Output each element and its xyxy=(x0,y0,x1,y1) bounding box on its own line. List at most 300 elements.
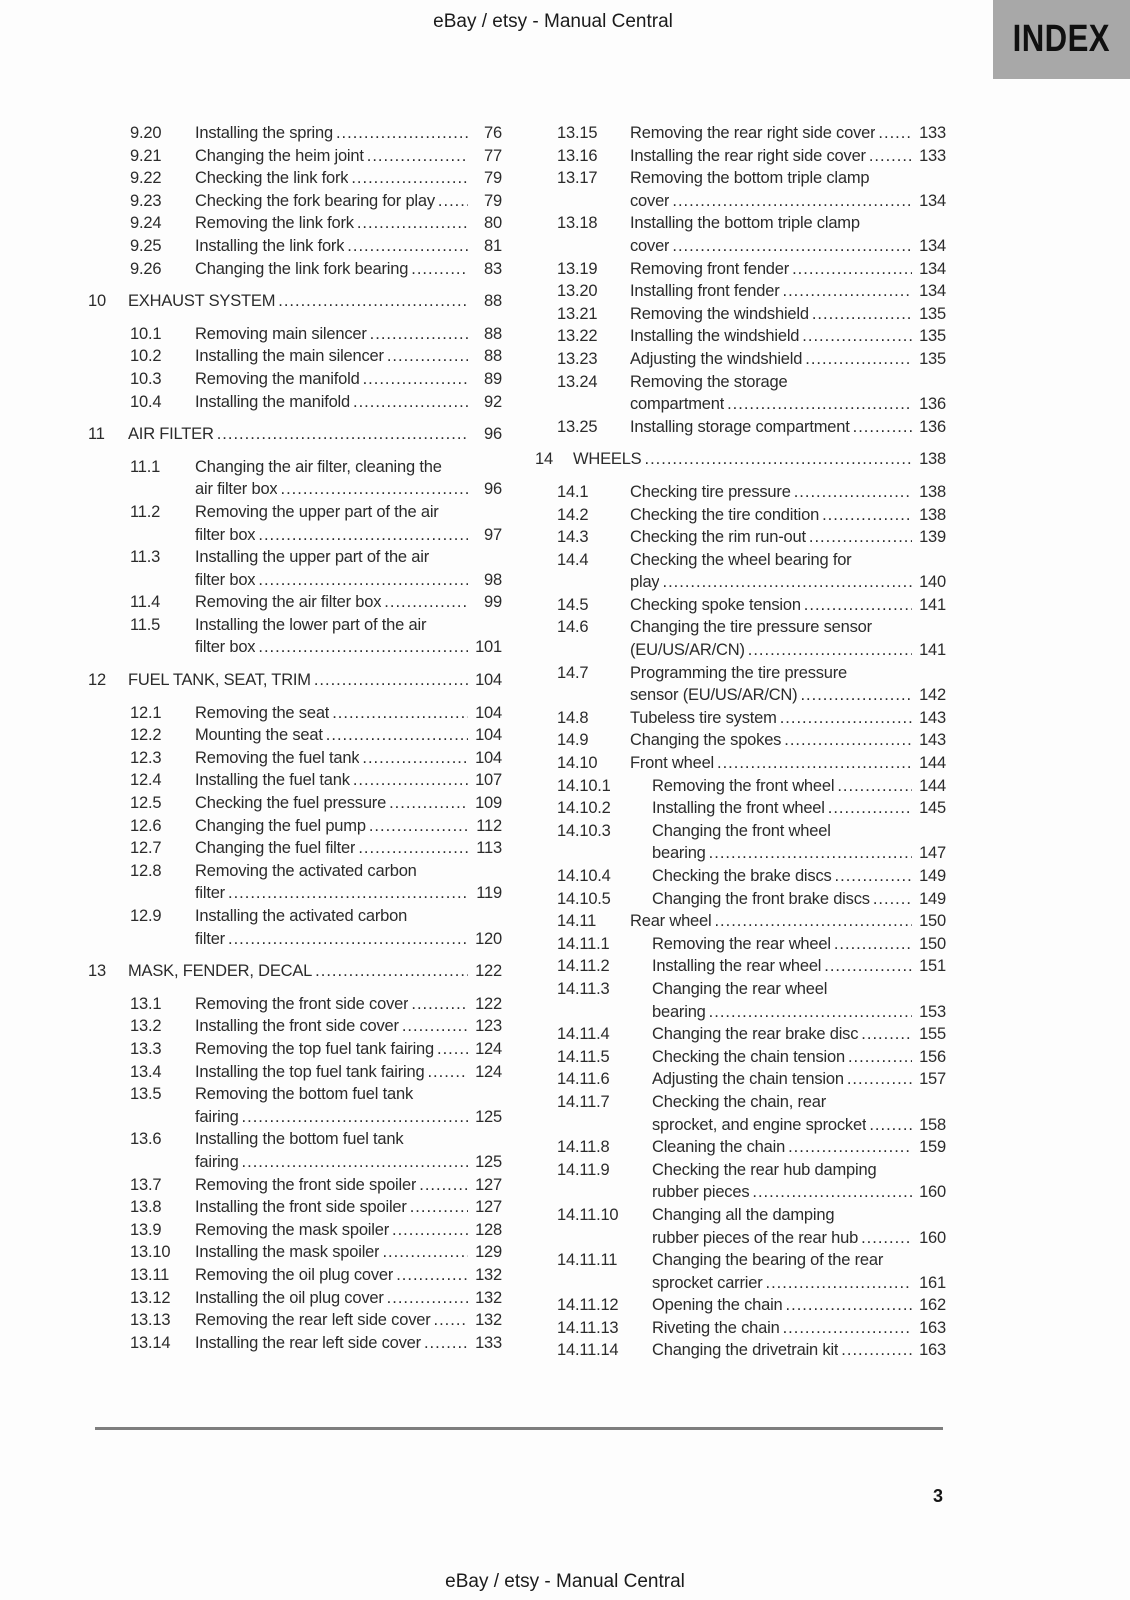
toc-entry-row xyxy=(557,1204,946,1249)
entry-body xyxy=(195,1196,502,1219)
page-ref: 134 xyxy=(919,282,946,301)
entry-title: Checking the fuel pressure xyxy=(195,794,387,813)
entry-title: Tubeless tire system xyxy=(630,708,777,727)
page-ref: 96 xyxy=(484,425,502,444)
page-ref: 88 xyxy=(484,292,502,311)
entry-number: 12.6 xyxy=(130,816,162,835)
entry-number: 13.1 xyxy=(130,994,162,1013)
dot-leader xyxy=(809,526,912,549)
entry-last-line xyxy=(630,122,946,145)
entry-last-line xyxy=(652,1317,946,1340)
entry-number: 13.14 xyxy=(130,1333,171,1352)
entry-body xyxy=(195,769,502,792)
entry-title: Removing the rear wheel xyxy=(652,934,831,953)
entry-last-line xyxy=(195,1264,502,1287)
entry-title: Installing the front side spoiler xyxy=(195,1198,407,1217)
entry-body xyxy=(652,1023,946,1046)
entry-last-line xyxy=(630,910,946,933)
entry-last-line xyxy=(652,1339,946,1362)
entry-last-line xyxy=(652,865,946,888)
entry-title: Cleaning the chain xyxy=(652,1138,786,1157)
entry-last-line xyxy=(195,345,502,368)
entry-title: Opening the chain xyxy=(652,1296,783,1315)
dot-leader xyxy=(411,258,468,281)
entry-title: Installing storage compartment xyxy=(630,417,850,436)
entry-body xyxy=(195,1219,502,1242)
dot-leader xyxy=(353,391,468,414)
dot-leader xyxy=(783,280,913,303)
page-ref: 135 xyxy=(919,349,946,368)
page-ref: 128 xyxy=(475,1220,502,1239)
entry-number: 14.11.3 xyxy=(557,979,610,998)
dot-leader xyxy=(402,1015,468,1038)
dot-leader xyxy=(786,1294,912,1317)
toc-entry-row xyxy=(130,368,502,391)
entry-number: 14.1 xyxy=(557,482,589,501)
dot-leader xyxy=(382,1241,468,1264)
entry-body xyxy=(195,860,502,905)
entry-title-line: Installing the bottom triple clamp xyxy=(630,214,860,233)
dot-leader xyxy=(714,910,912,933)
dot-leader xyxy=(336,122,468,145)
dot-leader xyxy=(847,1068,912,1091)
page-ref: 104 xyxy=(475,671,502,690)
entry-last-line xyxy=(195,323,502,346)
toc-entry-row xyxy=(557,707,946,730)
dot-leader xyxy=(353,769,468,792)
entry-last-line xyxy=(652,1136,946,1159)
entry-title-line: Installing the upper part of the air xyxy=(195,548,430,567)
toc-entry-row xyxy=(130,1038,502,1061)
entry-title-line: Changing all the damping xyxy=(652,1205,835,1224)
page-ref: 133 xyxy=(919,124,946,142)
entry-last-line xyxy=(652,775,946,798)
entry-body xyxy=(630,325,946,348)
entry-last-line xyxy=(652,1272,946,1295)
entry-body xyxy=(195,145,502,168)
page-ref: 140 xyxy=(919,573,946,592)
page-ref: 109 xyxy=(475,794,502,813)
entry-title: Removing the fuel tank xyxy=(195,748,360,767)
toc-section-row xyxy=(535,448,946,471)
dot-leader xyxy=(389,792,468,815)
entry-last-line xyxy=(195,1241,502,1264)
toc-entry-row xyxy=(557,797,946,820)
entry-last-line xyxy=(630,416,946,439)
entry-number: 13.17 xyxy=(557,169,598,188)
entry-title: Removing the mask spoiler xyxy=(195,1220,389,1239)
section-title: EXHAUST SYSTEM xyxy=(128,292,276,311)
page-ref: 142 xyxy=(919,686,946,705)
page-ref: 143 xyxy=(919,708,946,727)
page-ref: 159 xyxy=(919,1138,946,1157)
entry-number: 14.11.6 xyxy=(557,1070,610,1089)
dot-leader xyxy=(427,1061,468,1084)
dot-leader xyxy=(387,1287,468,1310)
toc-entry-row xyxy=(557,820,946,865)
toc-section-row xyxy=(88,423,502,446)
entry-title: Changing the link fork bearing xyxy=(195,259,409,278)
entry-last-line xyxy=(195,1309,502,1332)
entry-body xyxy=(195,546,502,591)
entry-number: 14.11.5 xyxy=(557,1047,610,1066)
entry-title-line: Installing the bottom fuel tank xyxy=(195,1130,404,1149)
dot-leader xyxy=(878,122,912,145)
toc-entry-row xyxy=(557,1091,946,1136)
entry-title: Installing the rear wheel xyxy=(652,957,822,976)
toc-entry-row xyxy=(557,371,946,416)
entry-number: 13.2 xyxy=(130,1017,162,1036)
entry-body xyxy=(573,448,946,471)
page-ref: 132 xyxy=(475,1311,502,1330)
entry-title: air filter box xyxy=(195,480,278,499)
entry-number: 14.11.2 xyxy=(557,957,610,976)
entry-title: filter box xyxy=(195,525,256,544)
toc-entry-row xyxy=(130,815,502,838)
dot-leader xyxy=(841,1339,912,1362)
page-ref: 104 xyxy=(475,726,502,745)
page-ref: 104 xyxy=(475,748,502,767)
entry-body xyxy=(652,865,946,888)
page-ref: 132 xyxy=(475,1288,502,1307)
entry-number: 12.8 xyxy=(130,861,162,880)
toc-entry-row xyxy=(130,167,502,190)
section-title: AIR FILTER xyxy=(128,425,214,444)
entry-last-line xyxy=(652,888,946,911)
toc-entry-row xyxy=(557,303,946,326)
toc-entry-row xyxy=(557,1159,946,1204)
entry-last-line xyxy=(630,481,946,504)
page-ref: 89 xyxy=(484,369,502,388)
entry-body xyxy=(652,1339,946,1362)
toc-section-row xyxy=(88,960,502,983)
entry-number: 14.2 xyxy=(557,505,589,524)
toc-entry-row xyxy=(130,724,502,747)
entry-last-line xyxy=(573,448,946,471)
entry-title: Checking tire pressure xyxy=(630,482,791,501)
dot-leader xyxy=(873,888,912,911)
page-ref: 96 xyxy=(484,480,502,499)
entry-last-line xyxy=(195,1287,502,1310)
entry-title: filter xyxy=(195,929,225,948)
entry-last-line xyxy=(195,1151,502,1174)
entry-title-line: Checking the wheel bearing for xyxy=(630,550,852,569)
entry-last-line xyxy=(195,1038,502,1061)
entry-title-line: Removing the upper part of the air xyxy=(195,502,439,521)
toc-entry-row xyxy=(130,747,502,770)
toc-entry-row xyxy=(130,614,502,659)
toc-entry-row xyxy=(557,504,946,527)
dot-leader xyxy=(709,842,912,865)
entry-title: filter box xyxy=(195,570,256,589)
page-ref: 162 xyxy=(919,1296,946,1315)
page-ref: 127 xyxy=(475,1198,502,1217)
entry-body xyxy=(195,258,502,281)
entry-number: 14.8 xyxy=(557,708,589,727)
entry-last-line xyxy=(195,368,502,391)
entry-title: Removing the front side spoiler xyxy=(195,1175,417,1194)
dot-leader xyxy=(228,882,468,905)
toc-entry-row xyxy=(130,456,502,501)
entry-title: Checking the brake discs xyxy=(652,867,832,885)
dot-leader xyxy=(358,837,468,860)
header-title: eBay / etsy - Manual Central xyxy=(433,11,673,32)
entry-title: Adjusting the windshield xyxy=(630,349,803,368)
toc-column-right xyxy=(535,122,946,1362)
entry-title-line: Programming the tire pressure xyxy=(630,663,848,682)
dot-leader xyxy=(424,1332,468,1355)
entry-body xyxy=(195,702,502,725)
page-ref: 99 xyxy=(484,593,502,612)
entry-number: 14.7 xyxy=(557,663,589,682)
toc-entry-row xyxy=(130,122,502,145)
entry-body xyxy=(195,456,502,501)
page-ref: 141 xyxy=(919,595,946,614)
toc-entry-row xyxy=(557,258,946,281)
entry-body xyxy=(128,290,502,313)
entry-number: 13.25 xyxy=(557,417,598,436)
toc-entry-row xyxy=(557,167,946,212)
toc-entry-row xyxy=(130,1287,502,1310)
page-ref: 113 xyxy=(476,839,502,858)
entry-body xyxy=(630,371,946,416)
entry-body xyxy=(195,235,502,258)
entry-body xyxy=(195,747,502,770)
entry-number: 13.24 xyxy=(557,372,598,391)
entry-body xyxy=(630,594,946,617)
dot-leader xyxy=(805,348,912,371)
entry-body xyxy=(652,1046,946,1069)
entry-body xyxy=(195,1332,502,1355)
page-ref: 97 xyxy=(484,525,502,544)
page-ref: 141 xyxy=(919,641,946,660)
entry-number: 10.3 xyxy=(130,369,162,388)
entry-body xyxy=(195,815,502,838)
entry-number: 14.11.9 xyxy=(557,1160,610,1179)
dot-leader xyxy=(434,1309,468,1332)
entry-last-line xyxy=(195,1219,502,1242)
page-ref: 147 xyxy=(919,844,946,863)
entry-body xyxy=(195,391,502,414)
entry-number: 14.11.14 xyxy=(557,1341,619,1360)
page-ref: 145 xyxy=(919,799,946,818)
toc-entry-row xyxy=(130,1196,502,1219)
entry-title: Installing the main silencer xyxy=(195,347,384,366)
entry-last-line xyxy=(630,325,946,348)
entry-title: play xyxy=(630,573,660,592)
dot-leader xyxy=(792,258,912,281)
entry-number: 14.11.11 xyxy=(557,1251,618,1270)
toc-entry-row xyxy=(130,993,502,1016)
entry-number: 13.19 xyxy=(557,259,598,278)
dot-leader xyxy=(258,569,468,592)
entry-body xyxy=(195,993,502,1016)
entry-title: Installing the rear right side cover xyxy=(630,146,866,165)
dot-leader xyxy=(824,955,912,978)
entry-number: 11.1 xyxy=(130,457,161,476)
toc-entry-row xyxy=(130,1241,502,1264)
page-ref: 120 xyxy=(475,929,502,948)
page-ref: 143 xyxy=(919,731,946,750)
toc-entry-row xyxy=(557,910,946,933)
toc-entry-row xyxy=(557,1294,946,1317)
entry-body xyxy=(630,616,946,661)
entry-title: Removing the seat xyxy=(195,703,330,722)
dot-leader xyxy=(258,636,468,659)
entry-body xyxy=(630,303,946,326)
page-ref: 133 xyxy=(919,146,946,165)
entry-body xyxy=(630,752,946,775)
entry-title: Removing front fender xyxy=(630,259,790,278)
toc-entry-row xyxy=(130,905,502,950)
entry-last-line xyxy=(652,1294,946,1317)
entry-last-line xyxy=(652,1001,946,1024)
entry-last-line xyxy=(630,684,946,707)
footer-rule xyxy=(95,1427,943,1430)
entry-body xyxy=(652,888,946,911)
toc-entry-row xyxy=(557,865,946,888)
entry-number: 12.5 xyxy=(130,794,162,813)
entry-number: 13.8 xyxy=(130,1198,162,1217)
entry-title: Changing the fuel pump xyxy=(195,816,366,835)
entry-title: filter box xyxy=(195,638,256,657)
entry-body xyxy=(195,345,502,368)
entry-title: Removing main silencer xyxy=(195,324,367,343)
entry-last-line xyxy=(630,752,946,775)
entry-number: 14.11.7 xyxy=(557,1092,610,1111)
entry-body xyxy=(652,1091,946,1136)
entry-title: Changing the rear brake disc xyxy=(652,1025,859,1044)
page-ref: 134 xyxy=(919,191,946,210)
dot-leader xyxy=(835,865,912,888)
entry-body xyxy=(630,707,946,730)
dot-leader xyxy=(717,752,912,775)
entry-number: 12.9 xyxy=(130,907,162,925)
page-ref: 76 xyxy=(484,124,502,142)
dot-leader xyxy=(752,1181,912,1204)
page-ref: 136 xyxy=(919,417,946,436)
entry-title: Installing the windshield xyxy=(630,327,800,346)
entry-body xyxy=(195,368,502,391)
entry-number: 9.23 xyxy=(130,191,162,210)
page-ref: 122 xyxy=(475,994,502,1013)
toc-entry-row xyxy=(557,978,946,1023)
toc-entry-row xyxy=(557,1317,946,1340)
toc-entry-row xyxy=(557,549,946,594)
entry-body xyxy=(630,258,946,281)
entry-number: 9.22 xyxy=(130,169,162,188)
entry-body xyxy=(652,820,946,865)
entry-title: Checking the chain tension xyxy=(652,1047,845,1066)
entry-last-line xyxy=(195,882,502,905)
toc-entry-row xyxy=(130,345,502,368)
entry-body xyxy=(195,1174,502,1197)
entry-last-line xyxy=(652,1227,946,1250)
toc-entry-row xyxy=(130,702,502,725)
entry-number: 13.20 xyxy=(557,282,598,301)
toc-entry-row xyxy=(130,837,502,860)
toc-entry-row xyxy=(557,280,946,303)
entry-title: Checking the tire condition xyxy=(630,505,820,524)
page-ref: 150 xyxy=(919,912,946,931)
dot-leader xyxy=(869,145,912,168)
entry-last-line xyxy=(128,290,502,313)
entry-number: 10.2 xyxy=(130,347,162,366)
dot-leader xyxy=(800,684,912,707)
page-ref: 163 xyxy=(919,1341,946,1360)
page-ref: 134 xyxy=(919,236,946,255)
entry-number: 13.22 xyxy=(557,327,598,346)
entry-title: Installing the top fuel tank fairing xyxy=(195,1062,425,1081)
entry-body xyxy=(630,549,946,594)
entry-body xyxy=(630,481,946,504)
entry-body xyxy=(128,960,502,983)
entry-last-line xyxy=(195,478,502,501)
entry-title-line: Removing the bottom triple clamp xyxy=(630,169,870,188)
entry-last-line xyxy=(652,1023,946,1046)
page-ref: 138 xyxy=(919,482,946,501)
toc-entry-row xyxy=(130,1219,502,1242)
page-ref: 88 xyxy=(484,324,502,343)
entry-number: 12.3 xyxy=(130,748,162,767)
toc-entry-row xyxy=(557,888,946,911)
page-ref: 101 xyxy=(475,638,502,657)
entry-number: 14.11.4 xyxy=(557,1025,610,1044)
entry-title: Front wheel xyxy=(630,754,715,773)
page-ref: 160 xyxy=(919,1183,946,1202)
entry-title-line: Checking the chain, rear xyxy=(652,1092,827,1111)
entry-body xyxy=(195,591,502,614)
dot-leader xyxy=(834,933,912,956)
entry-last-line xyxy=(195,747,502,770)
toc-entry-row xyxy=(557,1249,946,1294)
entry-title-line: Removing the storage xyxy=(630,372,788,391)
entry-title-line: Removing the activated carbon xyxy=(195,861,417,880)
toc-entry-row xyxy=(130,145,502,168)
entry-body xyxy=(195,501,502,546)
dot-leader xyxy=(419,1174,468,1197)
dot-leader xyxy=(411,993,468,1016)
entry-last-line xyxy=(128,960,502,983)
entry-title: filter xyxy=(195,884,225,903)
entry-number: 9.26 xyxy=(130,259,162,278)
entry-body xyxy=(652,1136,946,1159)
entry-body xyxy=(128,423,502,446)
toc-entry-row xyxy=(557,616,946,661)
entry-last-line xyxy=(195,212,502,235)
page-ref: 104 xyxy=(475,703,502,722)
toc-entry-row xyxy=(130,323,502,346)
page-ref: 133 xyxy=(475,1333,502,1352)
entry-body xyxy=(195,905,502,950)
entry-last-line xyxy=(630,504,946,527)
entry-last-line xyxy=(128,669,502,692)
section-number: 11 xyxy=(88,425,105,444)
page-ref: 135 xyxy=(919,327,946,346)
entry-title: Changing the heim joint xyxy=(195,146,364,165)
entry-number: 13.13 xyxy=(130,1311,171,1330)
toc-entry-row xyxy=(130,1061,502,1084)
entry-body xyxy=(652,978,946,1023)
page-ref: 158 xyxy=(919,1115,946,1134)
entry-title-line: Changing the front wheel xyxy=(652,821,831,840)
entry-number: 12.4 xyxy=(130,771,162,790)
entry-last-line xyxy=(630,571,946,594)
page-ref: 77 xyxy=(484,146,502,165)
entry-body xyxy=(195,167,502,190)
dot-leader xyxy=(788,1136,912,1159)
dot-leader xyxy=(357,212,468,235)
